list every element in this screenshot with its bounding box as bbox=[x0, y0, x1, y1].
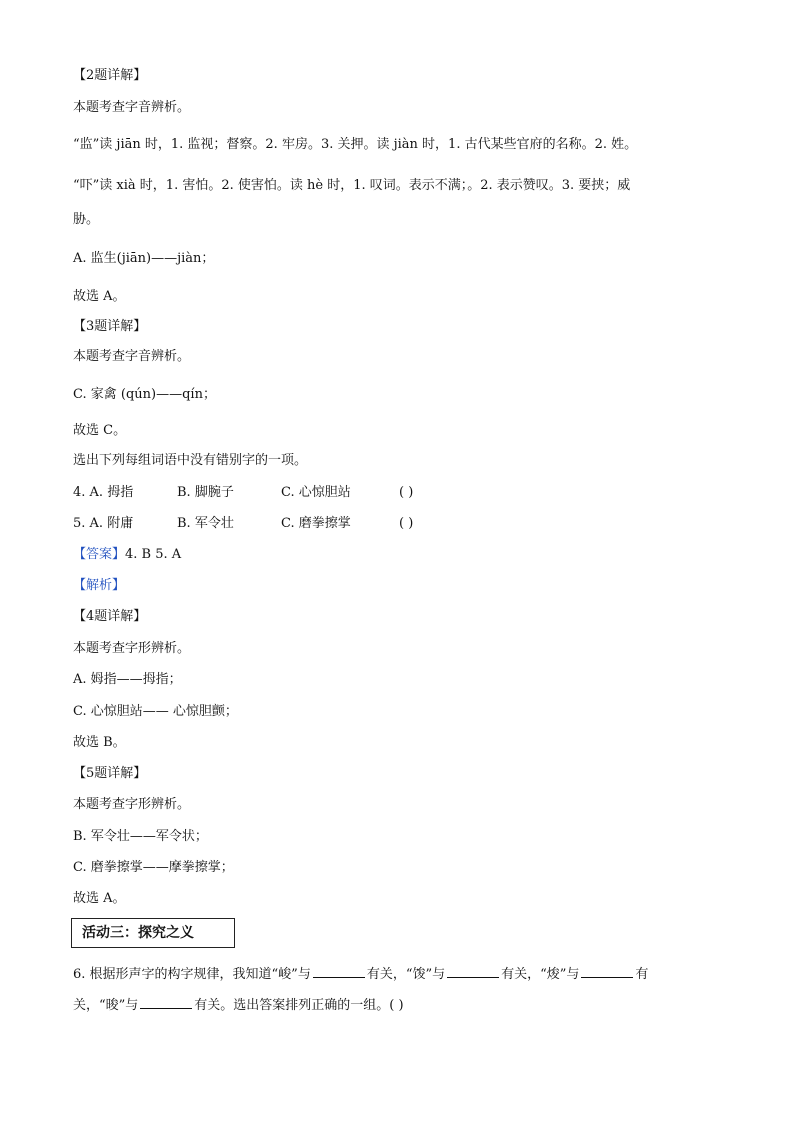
fix-4a: A. 姆指——拇指； bbox=[73, 672, 182, 687]
question-5-row bbox=[73, 515, 413, 533]
jian-explanation: “监”读 jiān 时，1. 监视；督察。2. 牢房。3. 关押。读 jiàn 时，1. 古代某些官府的名称。2. 姓。 bbox=[73, 137, 638, 152]
answer-blank-3[interactable] bbox=[581, 963, 633, 978]
answer-line bbox=[73, 546, 181, 564]
selection-b: 故选 B。 bbox=[73, 735, 126, 750]
heading-q2: 【2题详解】 bbox=[73, 68, 147, 83]
heading-q4: 【4题详解】 bbox=[73, 609, 147, 624]
q6-part4: 有 bbox=[635, 967, 649, 982]
q4-option-c: C. 心惊胆站 bbox=[281, 485, 351, 500]
fix-5c: C. 磨拳擦掌——摩拳擦掌； bbox=[73, 860, 234, 875]
selection-a: 故选 A。 bbox=[73, 289, 126, 304]
q4-option-b: B. 脚腕子 bbox=[177, 485, 234, 500]
question-prompt: 选出下列每组词语中没有错别字的一项。 bbox=[73, 453, 308, 468]
q5-option-b: B. 军令壮 bbox=[177, 516, 234, 531]
fix-4c: C. 心惊胆站—— 心惊胆颤； bbox=[73, 704, 238, 719]
question-6-line1 bbox=[73, 963, 725, 984]
selection-c: 故选 C。 bbox=[73, 423, 127, 438]
question-4-row bbox=[73, 484, 413, 502]
q5-option-c: C. 磨拳擦掌 bbox=[281, 516, 351, 531]
q3-intro: 本题考查字音辨析。 bbox=[73, 349, 191, 364]
q6-part2: 有关，“馂”与 bbox=[366, 967, 446, 982]
analysis-tag: 【解析】 bbox=[73, 578, 126, 593]
option-a-correction: A. 监生(jiān)——jiàn； bbox=[73, 251, 215, 266]
answer-value: 4. B 5. A bbox=[125, 547, 182, 562]
q4-answer-paren: ( ) bbox=[399, 485, 414, 500]
fix-5b: B. 军令壮——军令状； bbox=[73, 829, 208, 844]
q4-intro: 本题考查字形辨析。 bbox=[73, 641, 191, 656]
q6-part5: 关，“晙”与 bbox=[73, 998, 139, 1013]
q5-answer-paren: ( ) bbox=[399, 516, 414, 531]
q6-part6: 有关。选出答案排列正确的一组。( ) bbox=[194, 998, 404, 1013]
q2-intro: 本题考查字音辨析。 bbox=[73, 100, 191, 115]
q4-option-a: 4. A. 拇指 bbox=[73, 485, 134, 500]
question-6-line2 bbox=[73, 994, 404, 1015]
q6-part1: 6. 根据形声字的构字规律，我知道“峻”与 bbox=[73, 967, 311, 982]
xia-explanation-line1: “吓”读 xià 时，1. 害怕。2. 使害怕。读 hè 时，1. 叹词。表示不满；。2. 表示赞叹。3. 要挟；威 bbox=[73, 178, 631, 193]
heading-q5: 【5题详解】 bbox=[73, 766, 147, 781]
option-c-correction: C. 家禽 (qún)——qín； bbox=[73, 387, 216, 402]
answer-blank-2[interactable] bbox=[447, 963, 499, 978]
heading-q3: 【3题详解】 bbox=[73, 319, 147, 334]
answer-tag: 【答案】 bbox=[73, 547, 126, 562]
xia-explanation-line2: 胁。 bbox=[73, 212, 100, 227]
selection-a-2: 故选 A。 bbox=[73, 891, 126, 906]
q5-intro: 本题考查字形辨析。 bbox=[73, 797, 191, 812]
answer-blank-1[interactable] bbox=[313, 963, 365, 978]
answer-blank-4[interactable] bbox=[140, 994, 192, 1009]
q6-part3: 有关，“焌”与 bbox=[501, 967, 580, 982]
activity-title-box: 活动三：探究之义 bbox=[71, 918, 235, 948]
q5-option-a: 5. A. 附庸 bbox=[73, 516, 134, 531]
